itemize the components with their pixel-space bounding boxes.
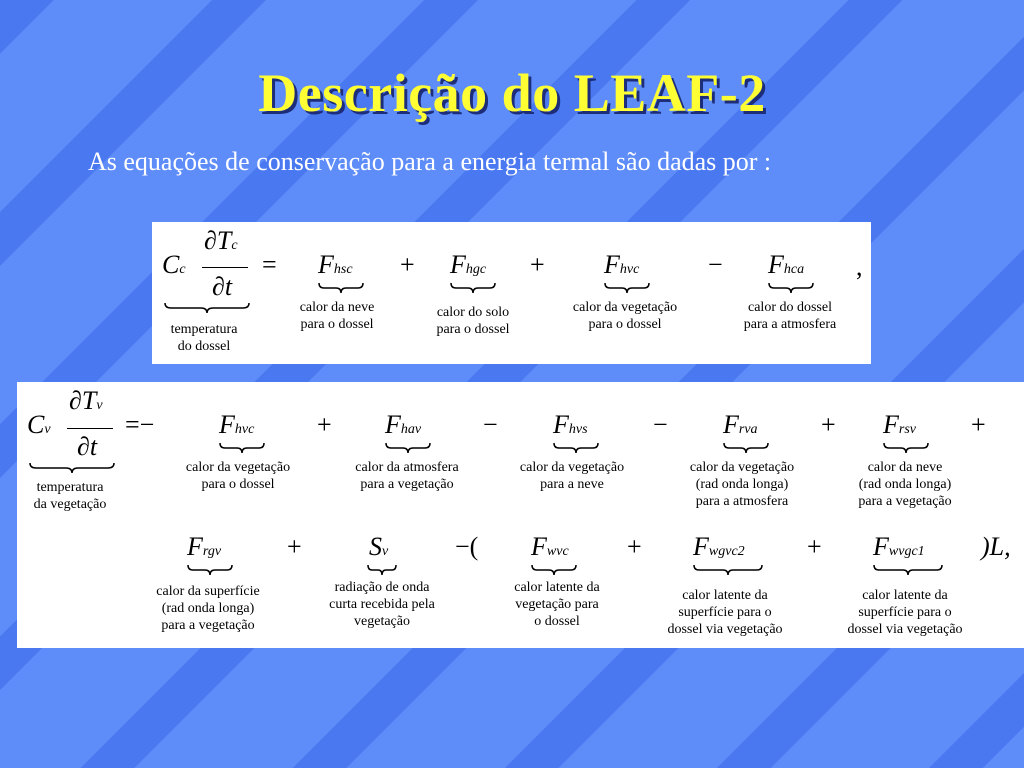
eq1-term-hgc: Fhgc [450,250,487,279]
eq2-term-hvc: Fhvc [219,410,255,439]
eq2-term-wgvc2: Fwgvc2 [693,532,745,561]
eq2-term-hav: Fhav [385,410,422,439]
eq2-term-rgv: Frgv [187,532,222,561]
eq1-term-hvc: Fhvc [604,250,640,279]
eq2-coef: Cv [27,410,51,439]
eq2-term-wvgc1-sign: + [807,532,822,561]
eq2-term-wvgc1: Fwvgc1 [873,532,925,561]
eq2-term-hvs: Fhvs [553,410,588,439]
eq2-term-rgv-label: calor da superfície (rad onda longa) para a vegetação [156,584,260,633]
eq1-term-hca: Fhca [768,250,805,279]
eq1-term-hsc-brace [318,282,364,294]
eq2-term-wgvc2-label: calor latente da superfície para o dossel via vegetação [667,588,783,637]
eq2-term-rgv-brace [187,564,233,576]
eq2-term-rsv-sign: + [821,410,836,439]
eq1-fraction-bar [202,267,248,268]
eq2-term-rsv-brace [883,442,929,454]
eq1-term-hgc-brace [450,282,496,294]
eq2-term-hvs-brace [553,442,599,454]
eq1-term-hgc-label: calor do solo para o dossel [436,305,510,337]
eq2-term-hvs-label: calor da vegetação para a neve [519,460,625,492]
eq1-term-hsc: Fhsc [318,250,353,279]
eq1-term-hvc-brace [604,282,650,294]
eq1-lhs-brace [164,302,250,314]
eq2-fraction-bar [67,428,113,429]
eq1-term-hca-brace [768,282,814,294]
eq2-term-wvgc1-brace [873,564,943,576]
eq1-lhs-label: temperatura do dossel [170,322,238,354]
eq1-term-hvc-label: calor da vegetação para o dossel [572,300,678,332]
eq1-denominator: ∂t [212,272,233,301]
eq2-term-wvc-sign: −( [455,532,479,561]
eq2-equals: =− [125,410,155,439]
eq2-term-wvc: Fwvc [531,532,569,561]
eq2-denominator: ∂t [77,432,98,461]
eq2-term-sv-sign: + [287,532,302,561]
equation-canopy-box [152,222,871,364]
equation-vegetation-box [17,382,1024,648]
eq2-term-wvc-label: calor latente da vegetação para o dossel [514,580,600,629]
eq2-term-rva-brace [723,442,769,454]
eq1-term-hvc-sign: + [530,250,545,279]
eq2-term-sv: Sv [369,532,389,561]
eq1-term-hca-sign: − [708,250,723,279]
eq2-term-wgvc2-sign: + [627,532,642,561]
eq2-row2-end: )L, [981,532,1011,561]
eq1-term-hgc-sign: + [400,250,415,279]
slide-title: Descrição do LEAF-2 [258,63,766,123]
eq2-term-rva-label: calor da vegetação (rad onda longa) para a atmosfera [689,460,795,509]
eq2-term-hvc-brace [219,442,265,454]
eq1-numerator: ∂Tc [204,226,238,255]
eq2-term-rsv: Frsv [883,410,917,439]
eq2-row1-end: + [971,410,986,439]
eq2-term-sv-brace [367,564,397,576]
eq1-term-hsc-label: calor da neve para o dossel [299,300,375,332]
eq2-term-wvgc1-label: calor latente da superfície para o dossel via vegetação [847,588,963,637]
eq2-term-rsv-label: calor da neve (rad onda longa) para a vegetação [858,460,952,509]
eq2-term-rva: Frva [723,410,758,439]
eq2-term-wgvc2-brace [693,564,763,576]
eq2-term-hav-label: calor da atmosfera para a vegetação [355,460,459,492]
eq2-term-sv-label: radiação de onda curta recebida pela vegetação [329,580,435,629]
eq1-term-hca-label: calor do dossel para a atmosfera [743,300,837,332]
eq2-lhs-brace [29,462,115,474]
eq2-term-hvc-label: calor da vegetação para o dossel [185,460,291,492]
eq2-lhs-label: temperatura da vegetação [33,480,107,512]
eq2-term-rva-sign: − [653,410,668,439]
eq2-term-wvc-brace [531,564,577,576]
eq2-term-hav-sign: + [317,410,332,439]
eq1-end-comma: , [856,252,863,281]
intro-text: As equações de conservação para a energia termal são dadas por : [88,147,772,176]
eq2-numerator: ∂Tv [69,386,103,415]
eq2-term-hav-brace [385,442,431,454]
eq2-term-hvs-sign: − [483,410,498,439]
eq1-coef: Cc [162,250,186,279]
eq1-equals: = [262,250,277,279]
